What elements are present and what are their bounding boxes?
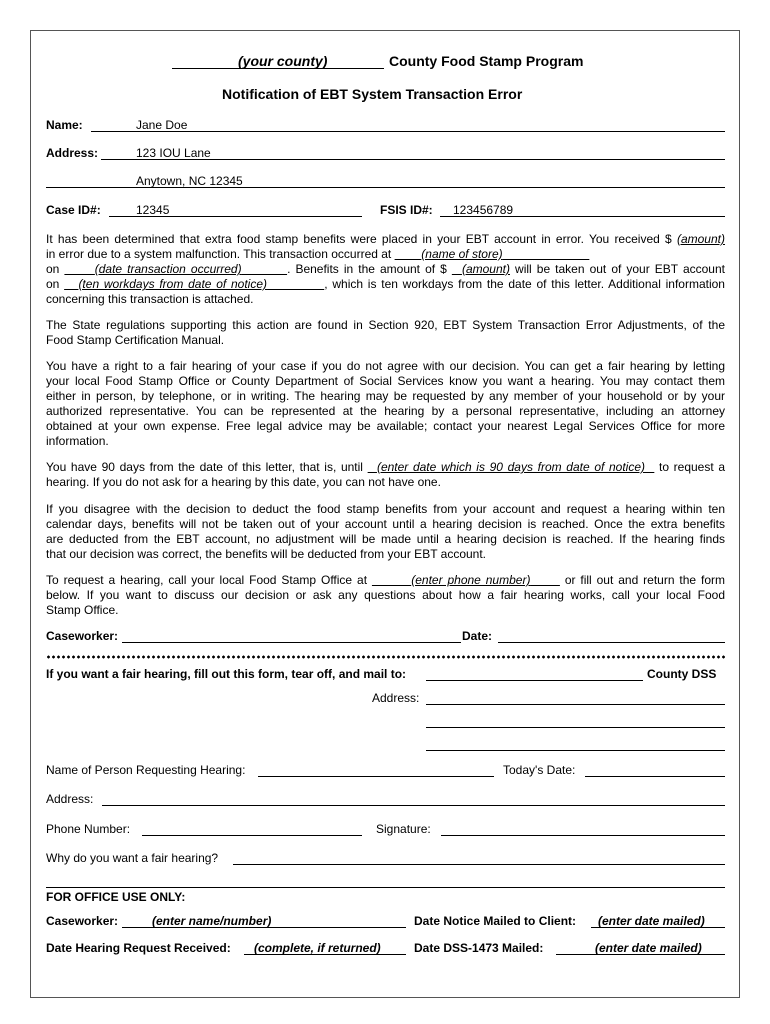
caseworker-label: Caseworker: xyxy=(46,629,119,643)
date-request-received-value: (complete, if returned) xyxy=(254,941,381,955)
requester-address-label: Address: xyxy=(46,792,94,806)
case-id-value: 12345 xyxy=(136,203,170,217)
paragraph-90-days: You have 90 days from the date of this letter, that is, until (enter date which is 90 days from date of notice) to request a hearing. If you do not ask for a hearing by this date, you can not have one. xyxy=(46,460,726,489)
name-value: Jane Doe xyxy=(136,118,188,132)
todays-date-label: Today's Date: xyxy=(503,763,576,777)
requester-address-line[interactable] xyxy=(102,805,725,806)
paragraph-regulations: The State regulations supporting this action are found in Section 920, EBT System Transaction Error Adjustments, of the Food Stamp Certification Manual. xyxy=(46,318,725,347)
office-caseworker-label: Caseworker: xyxy=(46,914,119,928)
address-value-2: Anytown, NC 12345 xyxy=(136,174,243,188)
name-label: Name: xyxy=(46,118,83,132)
paragraph-fair-hearing-rights: You have a right to a fair hearing of your case if you do not agree with our decision. You can get a fair hearing by letting your local Food Stamp Office or County Department of Social Services know you want a hearing. You may contact them either in person, by telephone, or in writing. The hearing may be requested by any member of your household or by your authorized representative. You can be represented at the hearing by a personal representative, including an attorney obtained at your own expense. Free legal advice may be available; contact your nearest Legal Services Office for more information. xyxy=(46,359,725,448)
office-use-heading: FOR OFFICE USE ONLY: xyxy=(46,890,186,904)
date-90-field: (enter date which is 90 days from date of notice) xyxy=(376,460,645,474)
office-caseworker-value: (enter name/number) xyxy=(152,914,272,928)
phone-number-line[interactable] xyxy=(142,835,362,836)
address-value-1: 123 IOU Lane xyxy=(136,146,211,160)
paragraph-ten-days: If you disagree with the decision to deduct the food stamp benefits from your account and request a hearing within ten calendar days, benefits will not be taken out of your account until a hearing decision is reached. Once the extra benefits are deducted from the EBT account, no adjustment will be made until a hearing decision is reached. If the hearing finds that our decision was correct, the benefits will be deducted from your EBT account. xyxy=(46,502,725,561)
date-dss-mailed-value: (enter date mailed) xyxy=(595,941,702,955)
case-id-label: Case ID#: xyxy=(46,203,101,217)
paragraph-benefits-error: It has been determined that extra food stamp benefits were placed in your EBT account in error. You received $ (amount) in error due to a system malfunction. This transaction occurred at (name of store) on (date transaction occurred) . Benefits in the amount of $ (amount) will be taken out of your EBT account on (ten workdays from date of notice) , which is ten workdays from the date of this letter. Additional information concerning this transaction is attached. xyxy=(46,232,725,306)
program-title: County Food Stamp Program xyxy=(389,53,584,69)
todays-date-line[interactable] xyxy=(585,776,725,777)
mail-address-label: Address: xyxy=(372,691,420,705)
date-dss-mailed-label: Date DSS-1473 Mailed: xyxy=(414,941,544,955)
why-hearing-line[interactable] xyxy=(233,864,725,865)
phone-field: (enter phone number) xyxy=(411,573,531,587)
phone-number-label: Phone Number: xyxy=(46,822,131,836)
requester-name-line[interactable] xyxy=(258,776,494,777)
caseworker-line[interactable] xyxy=(122,642,461,643)
paragraph-request-hearing: To request a hearing, call your local Food Stamp Office at (enter phone number) or fill out and return the form below. If you want to discuss our decision or ask any questions about how a fair hearing works, call your local Food Stamp Office. xyxy=(46,573,726,617)
tear-off-instruction: If you want a fair hearing, fill out this form, tear off, and mail to: xyxy=(46,667,407,681)
date-label: Date: xyxy=(462,629,493,643)
signature-label: Signature: xyxy=(376,822,431,836)
ten-workdays-field: (ten workdays from date of notice) xyxy=(78,277,268,291)
fsis-id-label: FSIS ID#: xyxy=(380,203,433,217)
date-notice-mailed-label: Date Notice Mailed to Client: xyxy=(414,914,577,928)
mail-to-county-line[interactable] xyxy=(426,680,643,681)
signature-line[interactable] xyxy=(441,835,725,836)
date-line[interactable] xyxy=(498,642,725,643)
amount-field-1: (amount) xyxy=(676,232,725,246)
office-use-separator xyxy=(46,887,725,888)
tear-off-line xyxy=(46,655,725,659)
page-title: Notification of EBT System Transaction Error xyxy=(222,86,523,102)
date-occurred-field: (date transaction occurred) xyxy=(94,262,242,276)
amount-field-2: (amount) xyxy=(461,262,510,276)
mail-address-line-2[interactable] xyxy=(426,727,725,728)
date-request-received-label: Date Hearing Request Received: xyxy=(46,941,231,955)
store-field: (name of store) xyxy=(421,247,503,261)
county-blank-text: (your county) xyxy=(238,53,328,69)
address-label: Address: xyxy=(46,146,99,160)
fsis-id-value: 123456789 xyxy=(453,203,514,217)
mail-address-line-1[interactable] xyxy=(426,704,725,705)
why-hearing-label: Why do you want a fair hearing? xyxy=(46,851,219,865)
requester-name-label: Name of Person Requesting Hearing: xyxy=(46,763,246,777)
date-notice-mailed-value: (enter date mailed) xyxy=(598,914,705,928)
mail-address-line-3[interactable] xyxy=(426,750,725,751)
county-dss-label: County DSS xyxy=(647,667,717,681)
